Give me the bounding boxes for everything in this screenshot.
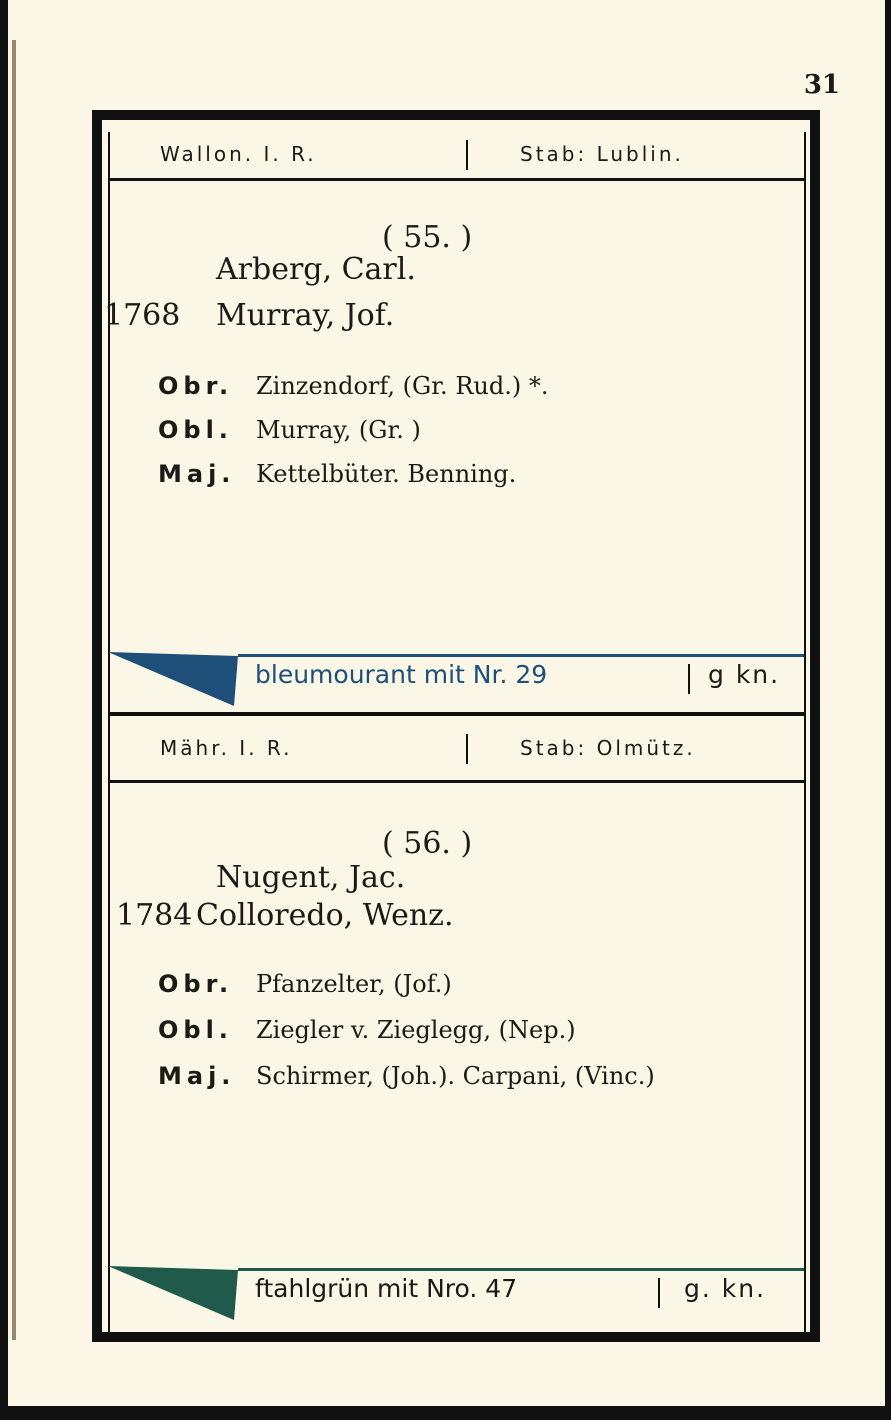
regiment-name: Wallon. I. R. (160, 142, 317, 166)
officer-names: Murray, (Gr. ) (256, 416, 421, 444)
regiment-name: Mähr. I. R. (160, 736, 293, 760)
regiment-divider (108, 712, 806, 716)
scan-edge-bottom (0, 1406, 891, 1420)
officer-rank: Obl. (158, 416, 233, 444)
officer-row (158, 1062, 655, 1090)
regiment-facing-bar (110, 652, 804, 702)
header-rule (110, 780, 804, 783)
header-rule (110, 178, 804, 181)
officer-row (158, 460, 516, 488)
officer-row (158, 970, 452, 998)
officer-row (158, 372, 548, 400)
officer-names: Pfanzelter, (Jof.) (256, 970, 452, 998)
regiment-staff-location: Stab: Olmütz. (520, 736, 696, 760)
regiment-owner: Arberg, Carl. (216, 252, 416, 287)
button-type: g kn. (708, 660, 781, 689)
footer-separator (658, 1278, 660, 1308)
regiment-facing-bar (110, 1266, 804, 1316)
footer-separator (688, 664, 690, 694)
facing-color-flag (108, 652, 238, 706)
regiment-entry-56 (110, 726, 804, 1336)
officer-rank: Obl. (158, 1016, 233, 1044)
regiment-staff-location: Stab: Lublin. (520, 142, 684, 166)
regiment-entry-55 (104, 132, 804, 712)
regiment-colonel: Murray, Jof. (216, 298, 395, 333)
regiment-owner: Nugent, Jac. (216, 860, 406, 895)
facing-description: bleumourant mit Nr. 29 (255, 660, 548, 689)
page-number: 31 (803, 70, 840, 100)
officer-rank: Maj. (158, 1062, 236, 1090)
officer-rank: Obr. (158, 372, 234, 400)
button-type: g. kn. (684, 1274, 767, 1303)
officer-row (158, 416, 421, 444)
officer-rank: Obr. (158, 970, 234, 998)
regiment-number: ( 55. ) (382, 220, 473, 255)
facing-rule (238, 654, 804, 657)
officer-row (158, 1016, 576, 1044)
regiment-header (110, 132, 804, 180)
regiment-number: ( 56. ) (382, 826, 473, 861)
officer-names: Zinzendorf, (Gr. Rud.) *. (256, 372, 549, 400)
officer-names: Schirmer, (Joh.). Carpani, (Vinc.) (256, 1062, 655, 1090)
officer-names: Ziegler v. Zieglegg, (Nep.) (256, 1016, 576, 1044)
regiment-header (110, 726, 804, 774)
regiment-year: 1768 (104, 298, 181, 333)
regiment-colonel: Colloredo, Wenz. (196, 898, 454, 933)
facing-rule (238, 1268, 804, 1271)
header-separator (466, 734, 468, 764)
scan-edge-right (885, 0, 891, 1420)
officer-names: Kettelbüter. Benning. (256, 460, 517, 488)
facing-description: ftahlgrün mit Nro. 47 (255, 1274, 518, 1303)
regiment-year: 1784 (116, 898, 193, 933)
header-separator (466, 140, 468, 170)
inner-rule-right (804, 132, 806, 1332)
facing-color-flag (108, 1266, 238, 1320)
margin-rule (12, 40, 16, 1340)
officer-rank: Maj. (158, 460, 236, 488)
scan-edge-left (0, 0, 8, 1420)
